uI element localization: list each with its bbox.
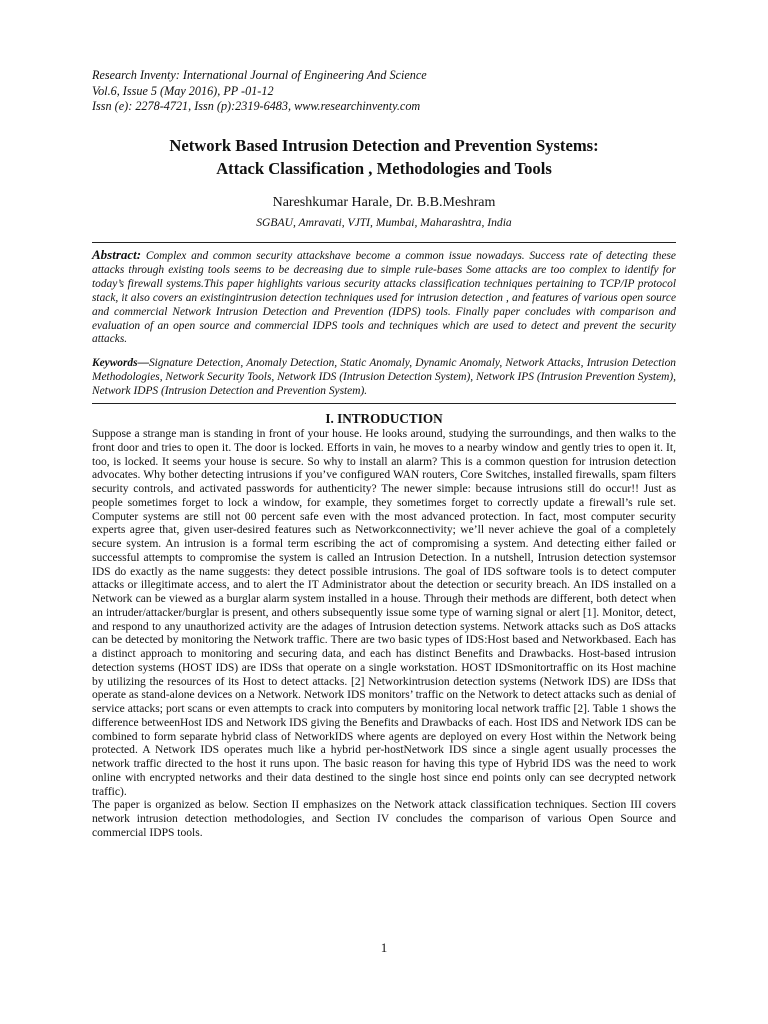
paper-authors: Nareshkumar Harale, Dr. B.B.Meshram (272, 195, 496, 210)
introduction-paragraph-1: Suppose a strange man is standing in front of your house. He looks around, studying the surroundings, and then walks to the front door and tries to open it. The door is locked. Efforts in vain, he moves to a nearby window and gently tries to open it. It, too, is locked. It seems your house is secure. So why to install an alarm? This is a common question for intrusion detection advocates. Why bother detecting intrusions if you’ve configured WAN routers, Core Switches, installed firewalls, spam filters security controls, and activated passwords for authenticity? The newer simple: because intrusions still do occur!! Just as people sometimes forget to lock a window, for example, they sometimes forget to correctly update a firewall’s rule set. Computer systems are still not 00 percent safe even with the most advanced protection. In fact, most computer security experts agree that, given user-desired features such as Networkconnectivity; we’ll never achieve the goal of a completely secure system. An intrusion is a formal term escribing the act of compromising a system. And detecting either failed or successful attempts to compromise the system is called an Intrusion Detection. In a nutshell, Intrusion detection systemsor IDS do exactly as the name suggests: they detect possible intrusions. The goal of IDS software tools is to detect computer attacks or illegitimate access, and to alert the IT Administrator about the detection or security breach. An IDS installed on a Network can be viewed as a burglar alarm system installed in a house. Through their methods are different, both detect when an intruder/attacker/burglar is present, and others subsequently issue some type of warning signal or alert [1]. Monitor, detect, and respond to any unauthorized activity are the adages of Intrusion detection systems. Network attacks such as DoS attacks can be detected by monitoring the Network traffic. There are two basic types of IDS:Host based and Networkbased. Each has a distinct approach to monitoring and securing data, and each has distinct Benefits and Drawbacks. Host-based intrusion detection systems (HOST IDS) are IDSs that operate on a single workstation. HOST IDSmonitortraffic on its Host machine by utilizing the resources of its Host to detect attacks. [2] Networkintrusion detection systems (Network IDS) are IDSs that operate as stand-alone devices on a Network. Network IDS monitors’ traffic on the Network to detect attacks such as denial of service attacks; port scans or even attempts to crack into computers by monitoring local network traffic [2]. Table 1 shows the difference betweenHost IDS and Network IDS giving the Benefits and Drawbacks of each. Host IDS and Network IDS can be combined to form separate hybrid class of NetworkIDS where agents are deployed on every Host within the Network being protected. A Network IDS operates much like a hybrid per-hostNetwork IDS since a single agent usually processes the network traffic directed to the host it runs upon. The basic reason for having this type of Hybrid IDS was the need to work online with encrypted networks and their data destined to the single host since end points only can see decrypted network traffic). (92, 428, 676, 798)
journal-header (92, 68, 692, 115)
journal-issn: Issn (e): 2278-4721, Issn (p):2319-6483, www.researchinventy.com (92, 99, 421, 113)
paper-title-line-2: Attack Classification , Methodologies and Tools (216, 159, 552, 178)
section-heading: I. INTRODUCTION (325, 411, 443, 426)
keywords (92, 356, 676, 398)
journal-name: Research Inventy: International Journal of Engineering And Science (92, 68, 427, 82)
paper-affiliation: SGBAU, Amravati, VJTI, Mumbai, Maharashtra, India (256, 216, 512, 229)
abstract-label: Abstract: (92, 247, 142, 262)
keywords-text: Signature Detection, Anomaly Detection, Static Anomaly, Dynamic Anomaly, Network Attacks, Intrusion Detection Methodologies, Network Security Tools, Network IDS (Intrusion Detection System), Network IPS (Intrusion Prevention System), Network IDPS (Intrusion Detection and Prevention System). (92, 357, 676, 397)
page-number: 1 (380, 940, 388, 955)
paper-title-line-1: Network Based Intrusion Detection and Prevention Systems: (169, 136, 599, 155)
top-divider (92, 242, 676, 243)
introduction-paragraph-2: The paper is organized as below. Section II emphasizes on the Network attack classification techniques. Section III covers network intrusion detection methodologies, and Section IV concludes the comparison of various Open Source and commercial IDPS tools. (92, 799, 676, 839)
keywords-label: Keywords— (92, 357, 149, 369)
abstract (92, 248, 676, 347)
introduction-body (92, 428, 676, 841)
journal-volume: Vol.6, Issue 5 (May 2016), PP -01-12 (92, 83, 274, 98)
bottom-divider (92, 403, 676, 404)
abstract-text: Complex and common security attackshave become a common issue nowadays. Success rate of detecting these attacks through existing tools seems to be decreasing due to simple rule-bases Some attacks are too complex to identify for today’s firewall systems.This paper highlights various security attacks classification techniques pertaining to TCP/IP protocol stack, it also covers an existingintrusion detection techniques used for intrusion detection , and features of various open source and commercial Network Intrusion Detection and Prevention (IDPS) tools. Finally paper concludes with comparison and evaluation of an open source and commercial IDPS tools and techniques which are used to detect and prevent the security attacks. (92, 250, 676, 346)
paper-title (92, 134, 676, 180)
